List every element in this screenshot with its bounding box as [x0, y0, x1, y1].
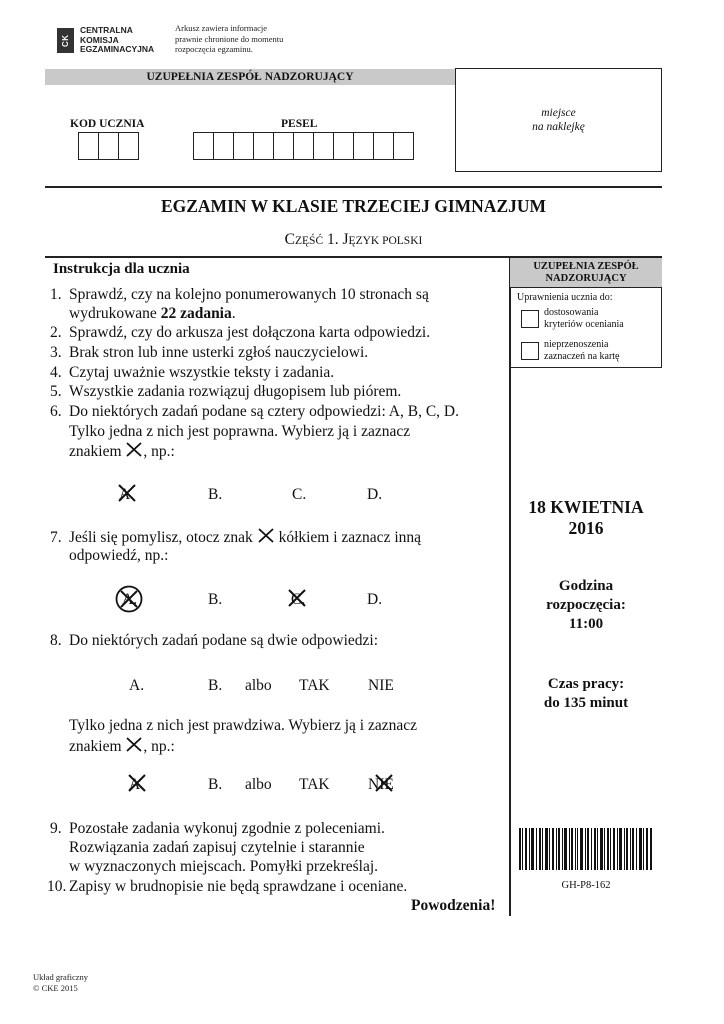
part-text: ZĘŚĆ	[295, 235, 324, 247]
supervisor-panel-heading	[510, 258, 662, 288]
exam-part	[45, 231, 662, 249]
example-nie: NIE	[368, 776, 394, 793]
sticker-area	[455, 68, 662, 172]
notice-line: Arkusz zawiera informacje	[175, 23, 268, 33]
pesel-digit-box[interactable]	[333, 132, 354, 160]
code-digit-box[interactable]	[78, 132, 99, 160]
confidentiality-notice	[175, 23, 283, 55]
instruction-line: wydrukowane 22 zadania.	[69, 305, 236, 322]
instruction-item: 8. Do niektórych zadań podane są dwie odpowiedzi:	[50, 632, 379, 649]
instructions-heading: Instrukcja dla ucznia	[53, 261, 190, 277]
example-nie: NIE	[368, 677, 394, 694]
instruction-item: 10. Zapisy w brudnopisie nie będą sprawdzane i oceniane.	[47, 878, 408, 895]
part-text: 1. J	[323, 231, 349, 248]
example-tak: TAK	[299, 776, 330, 793]
pesel-digit-box[interactable]	[273, 132, 294, 160]
no-transfer-checkbox[interactable]	[521, 342, 539, 360]
example-tak: TAK	[299, 677, 330, 694]
part-text: C	[284, 231, 295, 248]
x-mark-icon	[125, 736, 143, 753]
example-option-a: A.	[129, 677, 145, 694]
footer-credit: Układ graficzny © CKE 2015	[33, 972, 88, 993]
code-digit-box[interactable]	[98, 132, 119, 160]
instruction-line: znakiem , np.:	[69, 738, 175, 755]
pesel-digit-box[interactable]	[353, 132, 374, 160]
x-mark-icon	[125, 441, 143, 458]
pesel-digit-box[interactable]	[193, 132, 214, 160]
student-code-field[interactable]	[78, 132, 138, 160]
instruction-line: Tylko jedna z nich jest prawdziwa. Wybierz ją i zaznacz	[69, 717, 418, 734]
example-option-b: B.	[208, 486, 223, 503]
sticker-line: miejsce	[541, 107, 576, 119]
logo-line: CENTRALNA	[80, 25, 133, 35]
pesel-label: PESEL	[281, 118, 318, 130]
example-option-c: C.	[292, 486, 307, 503]
instruction-item: 4. Czytaj uważnie wszystkie teksty i zadania.	[50, 364, 335, 381]
start-time: Godzina rozpoczęcia: 11:00	[546, 578, 626, 632]
supervisor-bar: UZUPEŁNIA ZESPÓŁ NADZORUJĄCY	[45, 69, 455, 85]
example-option-d: D.	[367, 591, 383, 608]
pesel-digit-box[interactable]	[293, 132, 314, 160]
notice-line: prawnie chronione do momentu	[175, 33, 284, 44]
example-option-d: D.	[367, 486, 383, 503]
instruction-item: 9. Pozostałe zadania wykonuj zgodnie z poleceniami.	[50, 820, 385, 837]
adaptation-checkbox[interactable]	[521, 310, 539, 328]
instruction-line: Tylko jedna z nich jest poprawna. Wybierz ją i zaznacz	[69, 423, 411, 440]
notice-line: rozpoczęcia egzaminu.	[175, 44, 253, 54]
pesel-digit-box[interactable]	[213, 132, 234, 160]
instruction-line: znakiem , np.:	[69, 443, 175, 460]
panel-heading-text: UZUPEŁNIA ZESPÓŁ NADZORUJĄCY	[533, 261, 639, 284]
instruction-item: 6. Do niektórych zadań podane są cztery odpowiedzi: A, B, C, D.	[50, 403, 459, 420]
example-albo: albo	[245, 776, 272, 793]
example-option-b: B.	[208, 677, 223, 694]
student-code-label: KOD UCZNIA	[70, 118, 145, 130]
example-option-a: A.	[129, 776, 145, 793]
closing-text: Powodzenia!	[411, 897, 496, 914]
instruction-item: 3. Brak stron lub inne usterki zgłoś nauczycielowi.	[50, 344, 369, 361]
duration: Czas pracy: do 135 minut	[543, 676, 629, 711]
instruction-item: 7. Jeśli się pomylisz, otocz znak kółkiem i zaznacz inną	[50, 529, 422, 546]
cke-logo-mark: CK	[57, 28, 74, 53]
instruction-item: 1. Sprawdź, czy na kolejno ponumerowanych 10 stronach są	[50, 286, 429, 303]
pesel-digit-box[interactable]	[233, 132, 254, 160]
instruction-item: 2. Sprawdź, czy do arkusza jest dołączona karta odpowiedzi.	[50, 324, 431, 341]
pesel-digit-box[interactable]	[373, 132, 394, 160]
pesel-field[interactable]	[193, 132, 413, 160]
logo-line: KOMISJA	[80, 34, 119, 45]
pesel-digit-box[interactable]	[393, 132, 414, 160]
exam-date: 18 KWIETNIA 2016	[528, 497, 644, 538]
example-option-a: A.	[119, 486, 135, 503]
no-transfer-label: nieprzenoszenia zaznaczeń na kartę	[544, 339, 620, 362]
example-option-a: A.	[122, 591, 138, 608]
example-option-c: C.	[291, 591, 306, 608]
pesel-digit-box[interactable]	[313, 132, 334, 160]
example-option-b: B.	[208, 776, 223, 793]
instruction-item: 5. Wszystkie zadania rozwiązuj długopisem lub piórem.	[50, 383, 402, 400]
exam-title: EGZAMIN W KLASIE TRZECIEJ GIMNAZJUM	[160, 196, 547, 216]
instruction-line: odpowiedź, np.:	[69, 547, 169, 564]
rights-label: Uprawnienia ucznia do:	[517, 292, 613, 303]
adaptation-label: dostosowania kryteriów oceniania	[544, 307, 624, 330]
logo-line: EGZAMINACYJNA	[80, 44, 155, 54]
cke-logo-text	[80, 26, 154, 55]
sheet-code: GH-P8-162	[561, 880, 611, 891]
x-mark-icon	[257, 527, 275, 544]
example-option-b: B.	[208, 591, 223, 608]
pesel-digit-box[interactable]	[253, 132, 274, 160]
instruction-line: Rozwiązania zadań zapisuj czytelnie i starannie	[69, 839, 365, 856]
divider	[45, 186, 662, 188]
example-albo: albo	[245, 677, 272, 694]
barcode	[519, 828, 652, 870]
sticker-line: na naklejkę	[532, 121, 585, 133]
instruction-line: w wyznaczonych miejscach. Pomyłki przekreślaj.	[69, 858, 379, 875]
part-text: ĘZYK POLSKI	[348, 235, 423, 247]
code-digit-box[interactable]	[118, 132, 139, 160]
